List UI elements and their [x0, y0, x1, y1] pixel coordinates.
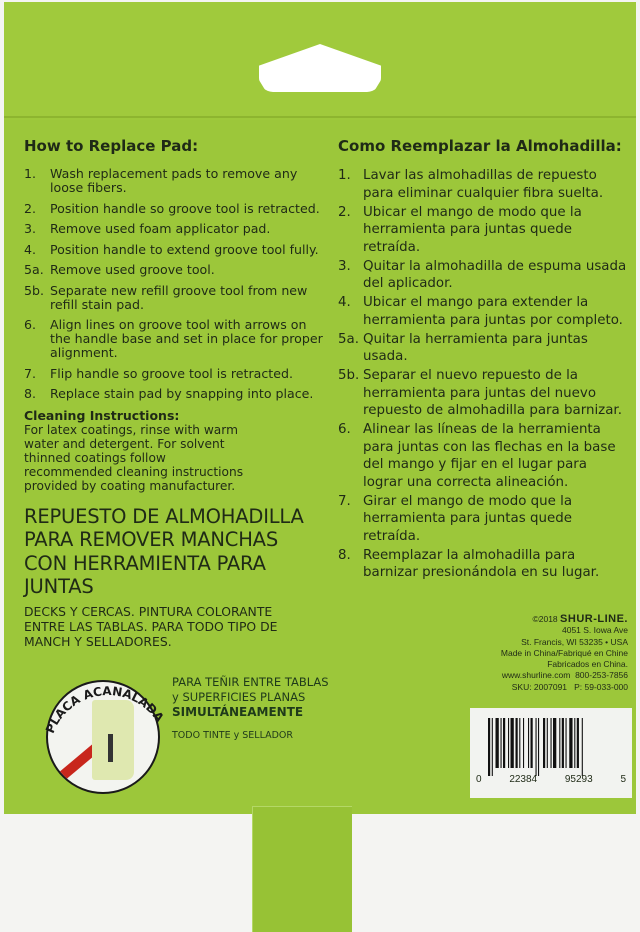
barcode-digits	[476, 774, 626, 785]
address-line-1: 4051 S. Iowa Ave	[561, 625, 628, 636]
barcode-bar	[562, 718, 564, 768]
step-number: 8.	[24, 386, 37, 401]
barcode-digit-1: 0	[476, 774, 482, 785]
barcode-bar	[523, 718, 524, 768]
barcode-bar	[577, 718, 579, 768]
english-instructions	[24, 137, 324, 649]
barcode-bar	[519, 718, 520, 768]
step-text: Ubicar el mango para extender la herramienta para juntas por completo.	[363, 295, 623, 328]
step-text: Quitar la almohadilla de espuma usada del aplicador.	[363, 258, 627, 291]
spanish-title: Como Reemplazar la Almohadilla:	[338, 137, 622, 155]
barcode-bar	[528, 718, 529, 768]
step-number: 5a.	[338, 331, 359, 347]
step-number: 1.	[24, 166, 37, 181]
barcode-bar	[488, 718, 490, 776]
step-item	[24, 243, 324, 257]
step-number: 4.	[338, 295, 351, 310]
cleaning-text: For latex coatings, rinse with warm water and detergent. For solvent thinned coatings follow recommended cleaning instructions provided by coating manufacturer.	[24, 422, 244, 493]
step-number: 5b.	[24, 282, 45, 298]
barcode-bar	[582, 718, 583, 776]
made-in-1: Made in China/Fabriqué en Chine	[500, 647, 628, 658]
step-item	[24, 387, 324, 401]
sku: SKU: 2007091	[511, 681, 568, 692]
decks-text: DECKS Y CERCAS. PINTURA COLORANTE ENTRE LAS TABLAS. PARA TODO TIPO DE MANCH Y SELLADORES.	[24, 603, 278, 649]
barcode-bar	[553, 718, 556, 768]
step-item	[24, 367, 324, 381]
made-in-2: Fabricados en China.	[547, 659, 628, 670]
feature-line-2: y SUPERFICIES PLANAS	[172, 690, 306, 704]
step-number: 8.	[338, 547, 351, 563]
step-item	[338, 294, 628, 329]
step-text: Alinear las líneas de la herramienta para juntas con las flechas en la base del mango y fijar en el lugar para lograr una correcta alineación.	[363, 422, 616, 490]
feature-line-4: TODO TINTE y SELLADOR	[172, 730, 293, 741]
barcode-bar	[501, 718, 502, 768]
barcode-bar	[566, 718, 567, 768]
step-number: 2.	[338, 204, 351, 220]
barcode-bar	[574, 718, 575, 768]
feature-line-3: SIMULTÁNEAMENTE	[172, 705, 304, 719]
step-number: 1.	[338, 168, 351, 183]
badge-label	[38, 660, 168, 740]
step-item	[338, 167, 628, 202]
package-back	[4, 2, 636, 814]
barcode-bar	[496, 718, 499, 768]
barcode-digit-3: 95293	[564, 774, 593, 785]
step-text: Girar el mango de modo que la herramienta para juntas quede retraída.	[363, 493, 573, 544]
step-number: 3.	[338, 258, 351, 274]
step-text: Position handle to extend groove tool fully.	[50, 241, 319, 257]
barcode-bars	[486, 718, 612, 776]
spanish-steps	[338, 167, 628, 582]
step-item	[338, 421, 628, 491]
barcode-bar	[511, 718, 514, 768]
feature-line-1: PARA TEÑIR ENTRE TABLAS	[172, 675, 329, 689]
spanish-product-heading: REPUESTO DE ALMOHADILLA PARA REMOVER MANCHAS CON HERRAMIENTA PARA JUNTAS	[24, 504, 304, 598]
step-number: 4.	[24, 241, 37, 257]
copyright: ©2018	[532, 614, 558, 624]
step-item	[338, 367, 628, 420]
barcode-bar	[547, 718, 548, 768]
barcode-bar	[492, 718, 493, 776]
step-text: Remove used foam applicator pad.	[50, 221, 271, 236]
hang-tab	[4, 2, 636, 118]
step-item	[24, 222, 324, 236]
barcode-bar	[516, 718, 518, 768]
badge-text: PLACA ACANALADA	[42, 684, 167, 736]
barcode-digit-2: 22384	[509, 774, 538, 785]
barcode-bar	[531, 718, 533, 768]
step-number: 6.	[338, 422, 351, 437]
svg-text:PLACA ACANALADA	[43, 684, 167, 735]
step-item	[338, 493, 628, 546]
part-number: P: 59-033-000	[574, 681, 628, 692]
step-item	[24, 167, 324, 195]
step-item	[338, 204, 628, 257]
step-item	[338, 258, 628, 293]
step-item	[24, 202, 324, 216]
step-text: Align lines on groove tool with arrows on the handle base and set in place for proper alignment.	[50, 317, 323, 360]
step-number: 3.	[24, 221, 37, 236]
company-info	[501, 614, 628, 693]
feature-text	[172, 675, 329, 743]
step-text: Flip handle so groove tool is retracted.	[50, 365, 293, 381]
step-number: 6.	[24, 317, 37, 332]
barcode-bar	[508, 718, 509, 768]
barcode-bar	[503, 718, 505, 768]
groove-plate-badge	[38, 660, 168, 790]
instruction-panel	[4, 120, 636, 814]
step-text: Reemplazar la almohadilla para barnizar presionándola en su lugar.	[363, 547, 600, 580]
window-flap	[252, 806, 352, 932]
website: www.shurline.com	[501, 670, 571, 681]
step-number: 7.	[338, 493, 351, 509]
step-text: Wash replacement pads to remove any loose fibers.	[50, 166, 298, 195]
step-text: Position handle so groove tool is retracted.	[50, 200, 320, 216]
step-item	[338, 331, 628, 366]
barcode-bar	[536, 718, 537, 776]
spanish-instructions	[338, 137, 628, 583]
step-number: 5b.	[338, 368, 360, 383]
barcode-bar	[538, 718, 539, 776]
barcode-bar	[569, 718, 572, 768]
step-text: Separate new refill groove tool from new refill stain pad.	[50, 282, 308, 312]
phone: 800-253-7856	[575, 670, 628, 681]
step-text: Ubicar el mango de modo que la herramienta para juntas quede retraída.	[363, 204, 582, 255]
step-text: Remove used groove tool.	[50, 262, 215, 277]
cleaning-title: Cleaning Instructions:	[24, 407, 180, 423]
step-item	[24, 263, 324, 277]
brand-logo: SHUR-LINE.	[560, 613, 628, 625]
step-item	[24, 318, 324, 360]
step-number: 7.	[24, 365, 37, 381]
english-title: How to Replace Pad:	[24, 137, 199, 155]
hang-hole	[259, 44, 381, 92]
english-steps	[24, 167, 324, 401]
step-number: 5a.	[24, 262, 44, 277]
step-item	[338, 547, 628, 582]
address-line-2: St. Francis, WI 53235 • USA	[521, 636, 628, 647]
barcode-bar	[543, 718, 545, 768]
barcode-digit-4: 5	[620, 774, 626, 785]
step-text: Separar el nuevo repuesto de la herramienta para juntas del nuevo repuesto de almohadilla para barnizar.	[363, 368, 622, 418]
barcode-bar	[551, 718, 552, 768]
barcode-bar	[559, 718, 560, 768]
step-text: Lavar las almohadillas de repuesto para eliminar cualquier fibra suelta.	[363, 168, 604, 201]
barcode	[470, 708, 632, 798]
step-text: Quitar la herramienta para juntas usada.	[363, 331, 588, 364]
step-number: 2.	[24, 200, 37, 216]
step-item	[24, 284, 324, 312]
step-text: Replace stain pad by snapping into place.	[50, 386, 314, 401]
